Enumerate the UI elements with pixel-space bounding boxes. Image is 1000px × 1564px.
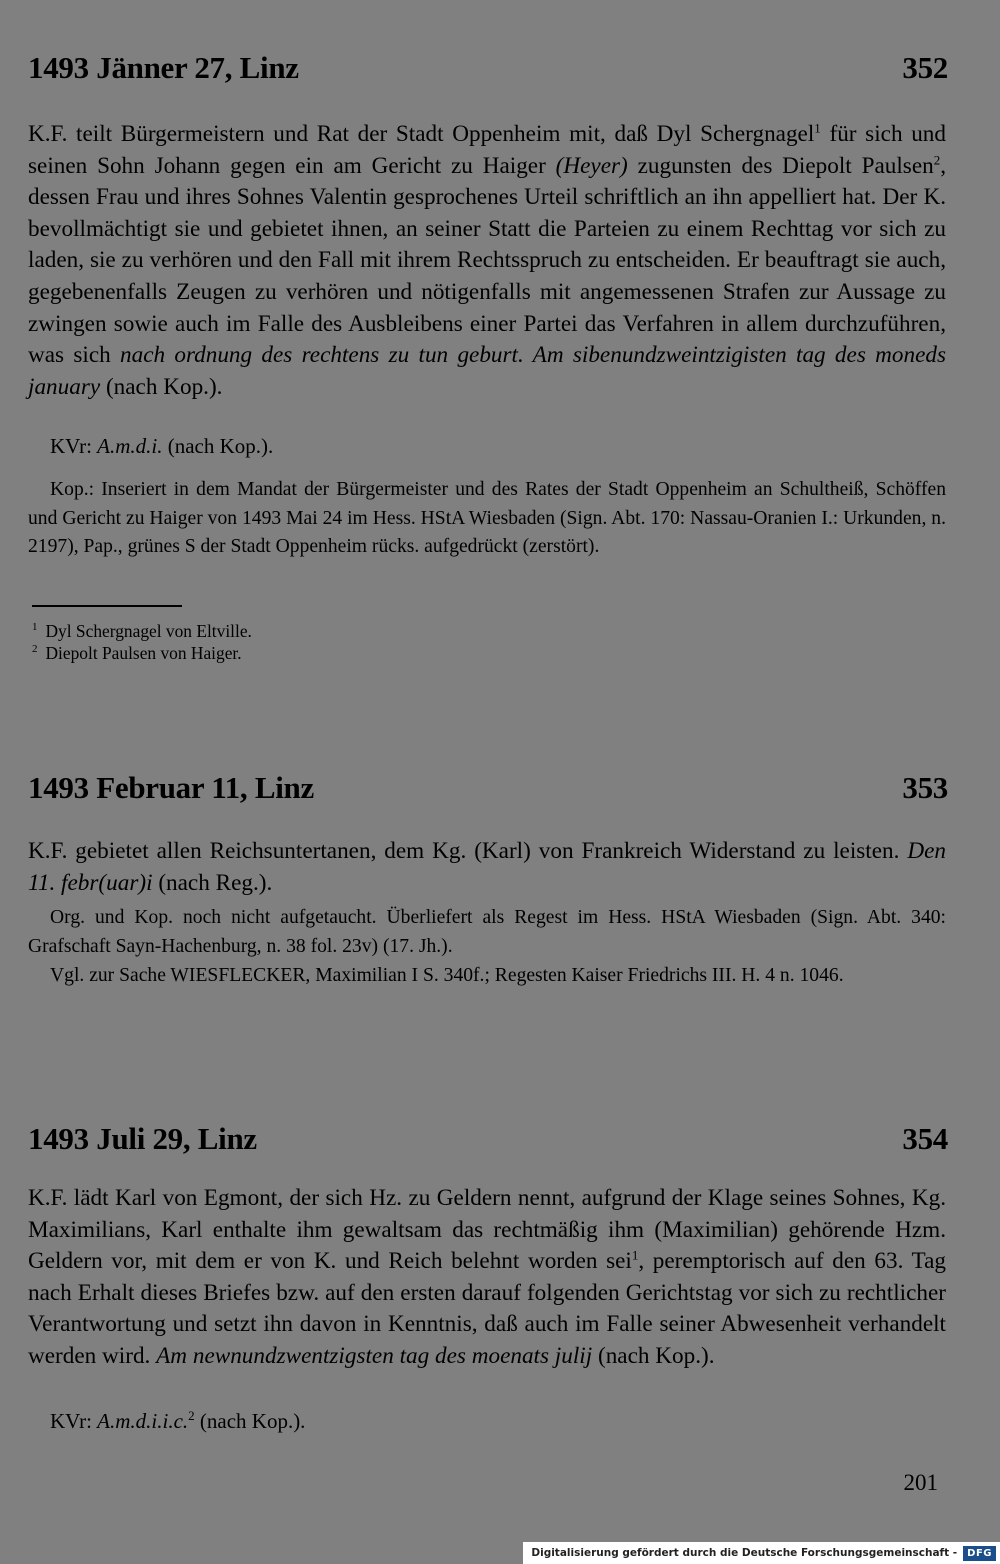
footnote-divider <box>32 605 182 607</box>
entry-body-353: K.F. gebietet allen Reichsuntertanen, dem Kg. (Karl) von Frankreich Widerstand zu leisten. Den 11. febr(uar)i (nach Reg.). <box>28 838 946 896</box>
dfg-footer <box>523 1542 1000 1564</box>
entry-heading-354 <box>28 1121 948 1157</box>
source-note-353-b: Vgl. zur Sache WIESFLECKER, Maximilian I S. 340f.; Regesten Kaiser Friedrichs III. H. 4 n. 1046. <box>50 965 844 986</box>
dfg-footer-text: Digitalisierung gefördert durch die Deutsche Forschungsgemeinschaft - <box>531 1547 958 1559</box>
footnote-2: $^2$ Diepolt Paulsen von Haiger. <box>32 643 242 663</box>
footnote-ref: 1 <box>814 120 821 136</box>
kvr-line-352: KVr: A.m.d.i. (nach Kop.). <box>50 434 274 458</box>
dfg-logo-icon: DFG <box>963 1546 996 1561</box>
footnote-ref: 2 <box>933 151 941 167</box>
source-note-352: Kop.: Inseriert in dem Mandat der Bürgermeister und des Rates der Stadt Oppenheim an Schultheiß, Schöffen und Gericht zu Haiger von 1493 Mai 24 im Hess. HStA Wiesbaden (Sign. Abt. 170: Nassau-Oranien I.: Urkunden, n. 2197), Pap., grünes S der Stadt Oppenheim rücks. aufgedrückt (zerstört). <box>28 479 946 558</box>
entry-body-352: K.F. teilt Bürgermeistern und Rat der Stadt Oppenheim mit, daß Dyl Schergnagel$^1$ für sich und seinen Sohn Johann gegen ein am Gericht zu Haiger (Heyer) zugunsten des Diepolt Paulsen$^2$, dessen Frau und ihres Sohnes Valentin gesprochenes Urteil schriftlich an ihn appelliert hat. Der K. bevollmächtigt sie und gebietet ihnen, an seiner Statt die Parteien zu einem Rechttag vor sich zu laden, sie zu verhören und den Fall mit ihrem Rechtsspruch zu entscheiden. Er beauftragt sie auch, gegebenenfalls Zeugen zu verhören und nötigenfalls mit angemessenen Strafen zur Aussage zu zwingen sowie auch im Falle des Ausbleibens einer Partei das Verfahren in allem durchzuführen, was sich nach ordnung des rechtens zu tun geburt. Am sibenundzweintzigisten tag des moneds january (nach Kop.). <box>28 120 946 400</box>
entry-heading-353 <box>28 770 948 806</box>
footnote-1: $^1$ Dyl Schergnagel von Eltville. <box>32 621 252 641</box>
entry-number: 352 <box>902 50 948 85</box>
entry-body-354: K.F. lädt Karl von Egmont, der sich Hz. zu Geldern nennt, aufgrund der Klage seines Sohnes, Kg. Maximilians, Karl enthalte ihm gewaltsam das rechtmäßig ihm (Maximilian) gehörende Hzm. Geldern vor, mit dem er von K. und Reich belehnt worden sei$^1$, peremptorisch auf den 63. Tag nach Erhalt dieses Briefes bzw. auf den ersten darauf folgenden Gerichtstag vor sich zu rechtlicher Verantwortung und setzt ihn davon in Kenntnis, daß auch im Falle seiner Abwesenheit verhandelt werden wird. Am newnundzwentzigsten tag des moenats julij (nach Kop.). <box>28 1185 946 1369</box>
entry-number: 354 <box>902 1121 948 1156</box>
entry-date-place: 1493 Februar 11, Linz <box>28 770 314 805</box>
source-note-353-a: Org. und Kop. noch nicht aufgetaucht. Überliefert als Regest im Hess. HStA Wiesbaden (Sign. Abt. 340: Grafschaft Sayn-Hachenburg, n. 38 fol. 23v) (17. Jh.). <box>28 907 946 957</box>
entry-heading-352 <box>28 50 948 86</box>
kvr-line-354: KVr: A.m.d.i.i.c.$^2$ (nach Kop.). <box>50 1408 306 1433</box>
entry-date-place: 1493 Jänner 27, Linz <box>28 50 299 85</box>
entry-number: 353 <box>902 770 948 805</box>
page-number: 201 <box>903 1470 938 1495</box>
entry-date-place: 1493 Juli 29, Linz <box>28 1121 257 1156</box>
footnote-ref: 1 <box>631 1247 639 1263</box>
